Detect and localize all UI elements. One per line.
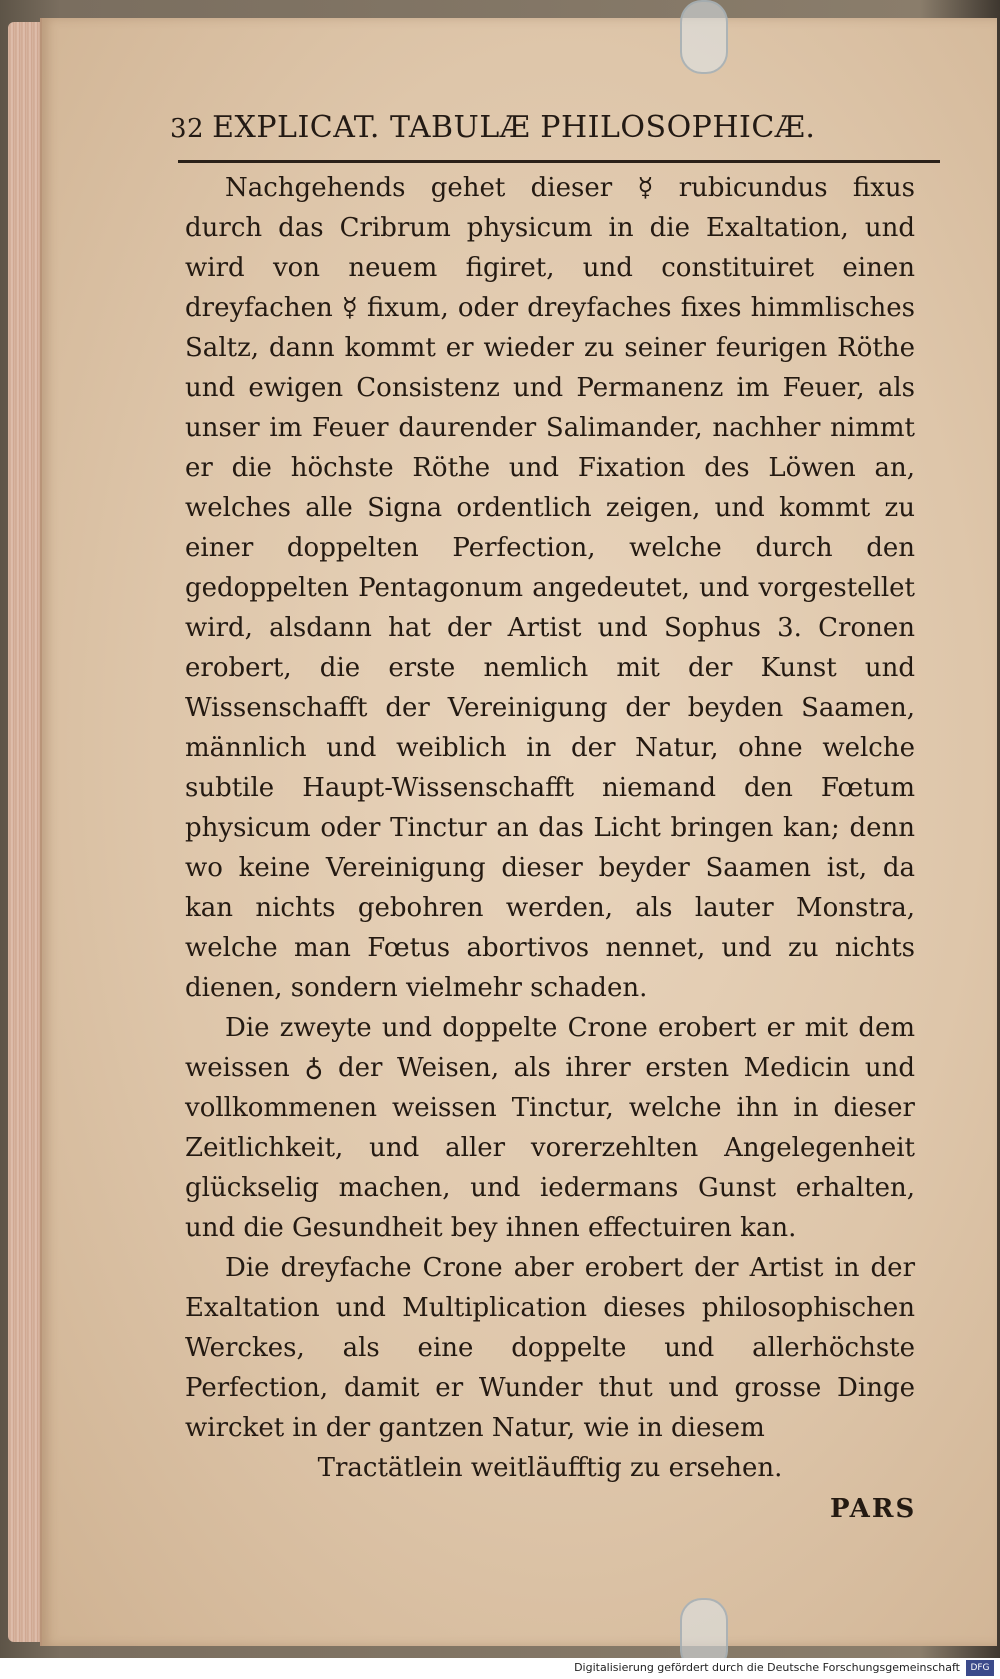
running-header (170, 110, 940, 150)
closing-line: Tractätlein weitläufftig zu ersehen. (317, 1453, 783, 1483)
page-number: 32 (170, 114, 205, 144)
page-clip-top (680, 0, 728, 74)
dfg-logo: DFG (966, 1660, 994, 1676)
page-text (185, 168, 915, 1488)
paragraph-3: Die dreyfache Crone aber erobert der Artist in der Exaltation und Multiplication dieses philosophischen Werckes, als eine doppelte und allerhöchste Perfection, damit er Wunder thut und grosse Dinge wircket in der gantzen Natur, wie in diesem (185, 1253, 915, 1443)
catchword: PARS (830, 1494, 917, 1524)
header-rule (178, 160, 940, 163)
digitization-credit: Digitalisierung gefördert durch die Deutsche Forschungsgemeinschaft (574, 1661, 960, 1674)
running-title: EXPLICAT. TABULÆ PHILOSOPHICÆ. (212, 110, 816, 145)
paragraph-2: Die zweyte und doppelte Crone erobert er mit dem weissen ♁ der Weisen, als ihrer ersten Medicin und vollkommenen weissen Tinctur, welche ihn in dieser Zeitlichkeit, und aller vorerzehlten Angelegenheit glückselig machen, und iedermans Gunst erhalten, und die Gesundheit bey ihnen effectuiren kan. (185, 1013, 915, 1243)
paragraph-1: Nachgehends gehet dieser ☿ rubicundus fixus durch das Cribrum physicum in die Exaltation, und wird von neuem figiret, und constituiret einen dreyfachen ☿ fixum, oder dreyfaches fixes himmlisches Saltz, dann kommt er wieder zu seiner feurigen Röthe und ewigen Consistenz und Permanenz im Feuer, als unser im Feuer daurender Salimander, nachher nimmt er die höchste Röthe und Fixation des Löwen an, welches alle Signa ordentlich zeigen, und kommt zu einer doppelten Perfection, welche durch den gedoppelten Pentagonum angedeutet, und vorgestellet wird, alsdann hat der Artist und Sophus 3. Cronen erobert, die erste nemlich mit der Kunst und Wissenschafft der Vereinigung der beyden Saamen, männlich und weiblich in der Natur, ohne welche subtile Haupt-Wissenschafft niemand den Fœtum physicum oder Tinctur an das Licht bringen kan; denn wo keine Vereinigung dieser beyder Saamen ist, da kan nichts gebohren werden, als lauter Monstra, welche man Fœtus abortivos nennet, und zu nichts dienen, sondern vielmehr schaden. (185, 173, 915, 1003)
